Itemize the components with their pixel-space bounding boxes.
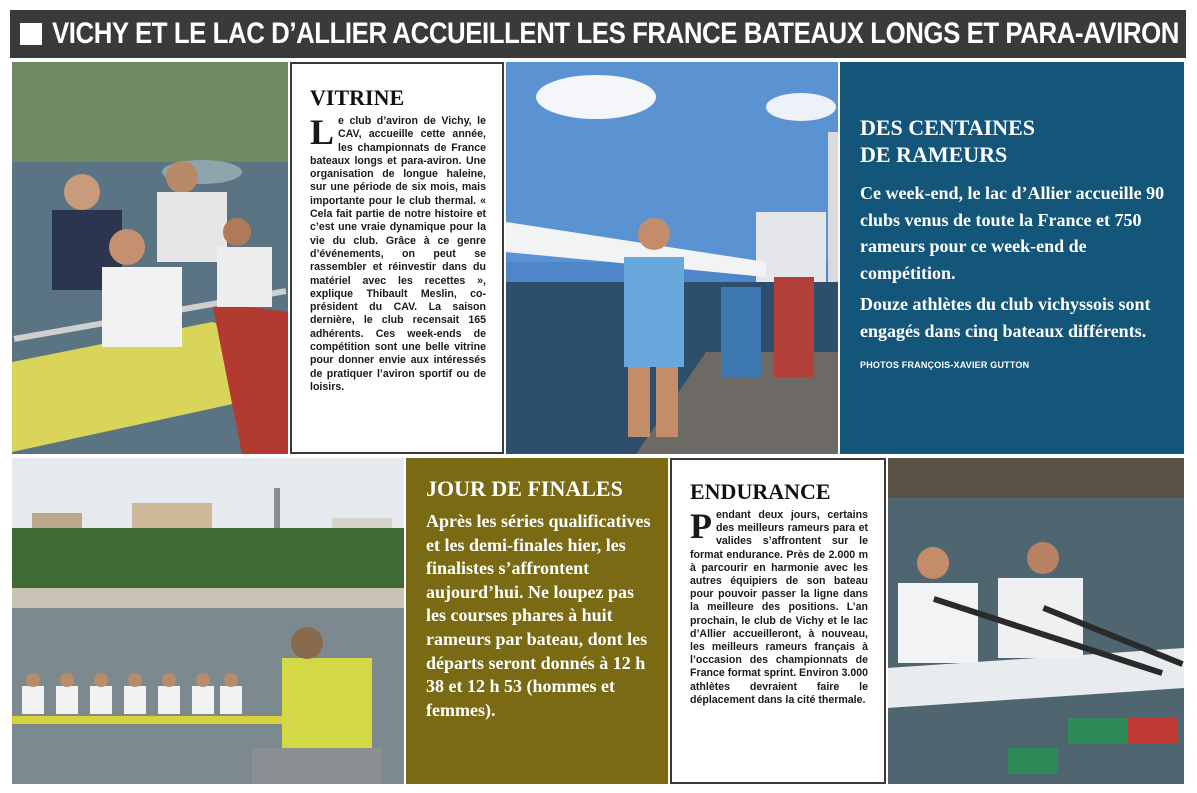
endurance-body-text: endant deux jours, certains des meilleurs rameurs para et valides s’affrontent sur le format endurance. Près de 2.000 m à parcourir en harmonie avec les autres équipiers de son bateau pour pouvoir passer la ligne dans la meilleure des positions. L’an prochain, le club de Vichy et le lac d’Allier accueilleront, à nouveau, les meilleurs rameurs français à l’occasion des championnats de France format sprint. Environ 3.000 athlètes devraient faire le déplacement dans la cité thermale.	[690, 509, 868, 706]
endurance-article	[670, 458, 886, 784]
photo-eight-rowers-lake	[12, 458, 404, 784]
banner-square-icon	[20, 23, 42, 45]
rameurs-heading-line2: DE RAMEURS	[860, 142, 1008, 167]
finales-article	[406, 458, 668, 784]
vitrine-dropcap: L	[310, 112, 335, 152]
rameurs-heading	[860, 114, 1166, 168]
page-banner	[10, 10, 1186, 58]
endurance-heading: ENDURANCE	[690, 479, 831, 504]
rameurs-heading-line1: DES CENTAINES	[860, 115, 1036, 140]
rameurs-para2: Douze athlètes du club vichyssois sont engagés dans cinq bateaux différents.	[860, 294, 1151, 341]
photo-credit: PHOTOS FRANÇOIS-XAVIER GUTTON	[860, 360, 1030, 370]
banner-title: VICHY ET LE LAC D’ALLIER ACCUEILLENT LES FRANCE BATEAUX LONGS ET PARA-AVIRON	[52, 17, 1179, 50]
photo-rowers-preparing	[12, 62, 288, 454]
finales-body: Après les séries qualificatives et les demi-finales hier, les finalistes s’affrontent aujourd’hui. Ne loupez pas les courses phares à huit rameurs par bateau, dont les départs seront donnés à 12 h 38 et 12 h 53 (hommes et femmes).	[426, 511, 651, 720]
photo-two-rowers	[888, 458, 1184, 784]
rameurs-para1: Ce week-end, le lac d’Allier accueille 90 clubs venus de toute la France et 750 rameurs pour ce week-end de compétition.	[860, 183, 1165, 283]
vitrine-heading: VITRINE	[310, 85, 405, 110]
vitrine-body-text: e club d’aviron de Vichy, le CAV, accueille cette année, les championnats de France bateaux longs et para-aviron. Une organisation de longue haleine, sur une période de six mois, mais importante pour le club thermal. « Cela fait partie de notre histoire et c’est une vraie dynamique pour la vie du club. Grâce à ce genre d’événements, on peut se rassembler et réinvestir dans du matériel avec les recettes », explique Thibault Meslin, co-président du CAV. La saison dernière, le club recensait 165 adhérents. Ces week-ends de compétition sont une belle vitrine pour donner envie aux intéressés de pratiquer l’aviron sportif ou de loisirs.	[310, 115, 486, 393]
vitrine-article	[290, 62, 504, 454]
photo-rower-carrying-boat	[506, 62, 838, 454]
endurance-dropcap: P	[690, 506, 712, 546]
endurance-body	[690, 506, 868, 707]
vitrine-body	[310, 112, 486, 394]
finales-heading: JOUR DE FINALES	[426, 476, 623, 501]
rameurs-article	[840, 62, 1184, 454]
